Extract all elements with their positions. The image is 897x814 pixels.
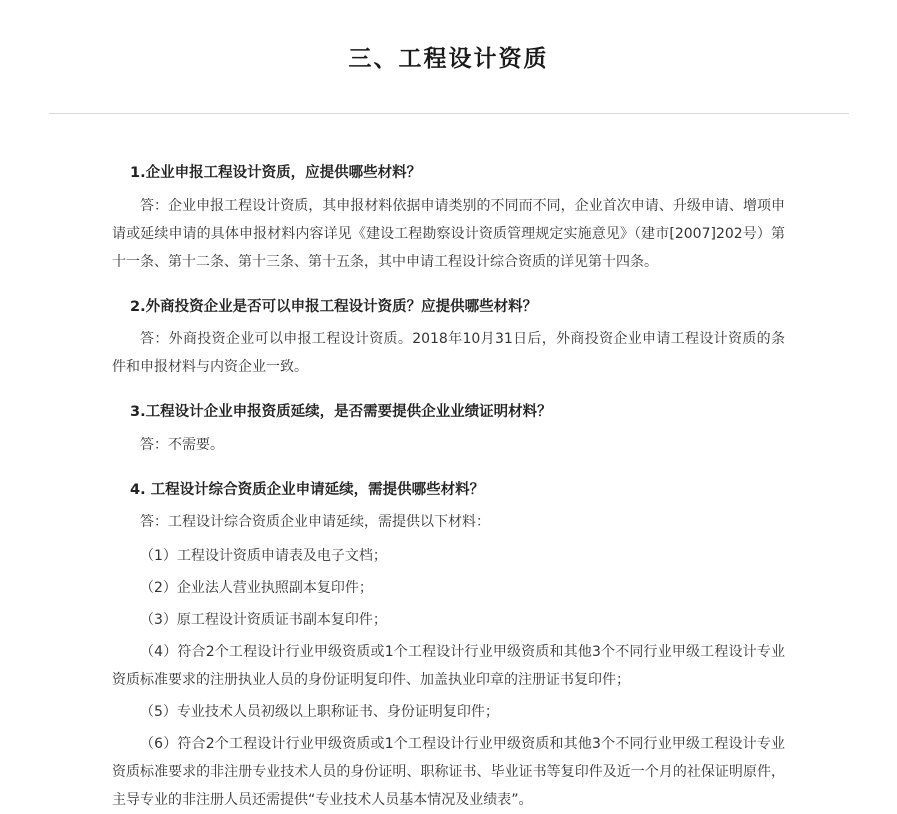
faq-question: 4. 工程设计综合资质企业申请延续，需提供哪些材料？: [130, 481, 485, 498]
faq-answer: 答：外商投资企业可以申报工程设计资质。2018年10月31日后，外商投资企业申请工程设计资质的条件和申报材料与内资企业一致。: [112, 331, 785, 376]
faq-list-item: （6）符合2个工程设计行业甲级资质或1个工程设计行业甲级资质和其他3个不同行业甲级工程设计专业资质标准要求的非注册专业技术人员的身份证明、职称证书、毕业证书等复印件及近一个月的社保证明原件，主导专业的非注册人员还需提供“专业技术人员基本情况及业绩表”。: [112, 736, 785, 809]
faq-list-item: （1）工程设计资质申请表及电子文档；: [140, 548, 387, 565]
faq-list-item: （3）原工程设计资质证书副本复印件；: [140, 612, 387, 629]
faq-answer: 答：企业申报工程设计资质，其申报材料依据申请类别的不同而不同，企业首次申请、升级申请、增项申请或延续申请的具体申报材料内容详见《建设工程勘察设计资质管理规定实施意见》（建市[2007]202号）第十一条、第十二条、第十三条、第十五条，其中申请工程设计综合资质的详见第十四条。: [112, 197, 785, 270]
faq-list-item: （5）专业技术人员初级以上职称证书、身份证明复印件；: [140, 704, 499, 721]
faq-section: [112, 160, 785, 276]
faq-section: [112, 294, 785, 382]
faq-section: [112, 477, 785, 814]
faq-list-item: （4）符合2个工程设计行业甲级资质或1个工程设计行业甲级资质和其他3个不同行业甲级工程设计专业资质标准要求的注册执业人员的身份证明复印件、加盖执业印章的注册证书复印件；: [112, 644, 785, 689]
faq-answer: 答：工程设计综合资质企业申请延续，需提供以下材料：: [140, 514, 490, 531]
title-divider: [49, 113, 849, 114]
faq-list-item: （2）企业法人营业执照副本复印件；: [140, 580, 373, 597]
faq-question: 3.工程设计企业申报资质延续，是否需要提供企业业绩证明材料？: [130, 404, 552, 421]
page-title: 三、工程设计资质: [348, 46, 549, 72]
faq-question: 2.外商投资企业是否可以申报工程设计资质？应提供哪些材料？: [130, 298, 538, 315]
document-body: [0, 160, 897, 814]
faq-section: [112, 399, 785, 459]
faq-question: 1.企业申报工程设计资质，应提供哪些材料？: [130, 165, 422, 181]
faq-answer: 答：不需要。: [140, 436, 224, 453]
